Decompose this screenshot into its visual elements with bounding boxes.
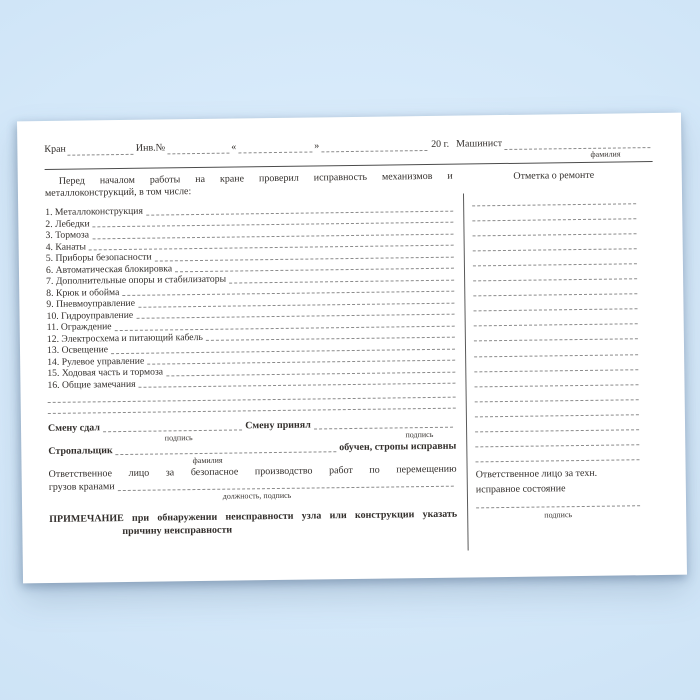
checklist-item-label: 12. Электросхема и питающий кабель (46, 331, 203, 345)
note-section (49, 508, 457, 539)
checklist-item-label: 11. Ограждение (46, 321, 112, 333)
responsible-person-line-1: Ответственное лицо за безопасное производство работ по перемещению (48, 463, 457, 480)
checklist-item-label: 9. Пневмоуправление (46, 297, 136, 310)
repair-ruled-lines (472, 189, 640, 462)
checklist-item-label: 10. Гидроуправление (46, 309, 134, 322)
slinger-label: Стропальщик (48, 445, 113, 457)
crane-blank-line (68, 144, 134, 156)
tech-responsible-line-2: исправное состояние (475, 483, 566, 496)
checklist-item-label: 7. Дополнительные опоры и стабилизаторы (46, 273, 227, 287)
surname-caption: фамилия (192, 455, 223, 466)
surname-caption: фамилия (590, 149, 621, 159)
checklist-item-label: 6. Автоматическая блокировка (45, 262, 173, 276)
intro-line-1: Перед началом работы на кране проверил исправность механизмов и (58, 170, 453, 187)
checklist (45, 202, 456, 414)
month-blank-line (321, 140, 427, 152)
date-quote-close: » (314, 140, 320, 152)
tech-responsible-block (476, 465, 640, 497)
checklist-item-label: 2. Лебедки (45, 217, 90, 230)
form-header (44, 135, 652, 170)
shift-accepted-label: Смену принял (245, 419, 311, 432)
crane-shift-form-sheet (17, 113, 687, 584)
checklist-column (45, 171, 458, 539)
intro-paragraph (45, 171, 453, 200)
tech-signature-blank (476, 495, 640, 508)
note-line-2: причину неисправности (122, 524, 233, 538)
shift-handover-section (48, 417, 457, 504)
year-label: 20 г. (431, 138, 450, 150)
crane-field-label: Кран (44, 143, 66, 156)
column-divider (463, 194, 469, 551)
operator-field-label: Машинист (456, 138, 503, 150)
tech-signature-caption: подпись (544, 509, 573, 520)
signature-caption: подпись (164, 433, 193, 443)
ruled-line (475, 445, 639, 462)
checklist-item-label: 14. Рулевое управление (47, 355, 145, 368)
shift-handed-label: Смену сдал (47, 422, 101, 434)
operator-blank-line (504, 137, 650, 150)
note-line-1: ПРИМЕЧАНИЕ при обнаружении неисправности узла или конструкции указать (49, 508, 458, 525)
loads-by-cranes-label: грузов кранами (48, 481, 115, 493)
checklist-item-label: 5. Приборы безопасности (45, 251, 152, 264)
date-quote-open: « (231, 141, 237, 153)
date-blank-line (238, 142, 312, 154)
checklist-item-label: 15. Ходовая часть и тормоза (47, 366, 164, 379)
checklist-item-label: 4. Канаты (45, 240, 87, 253)
inventory-field-label: Инв.№ (135, 142, 166, 154)
tech-responsible-line-1: Ответственное лицо за техн. (475, 467, 598, 481)
intro-line-2: металлоконструкций, в том числе: (44, 186, 192, 200)
checklist-item-label: 3. Тормоза (45, 229, 90, 242)
checklist-item-label: 1. Металлоконструкция (45, 205, 143, 219)
signature-caption: подпись (405, 429, 434, 440)
checklist-item-label: 8. Крюк и обойма (46, 286, 120, 299)
inventory-blank-line (167, 143, 229, 155)
slinger-note: обучен, стропы исправны (339, 440, 457, 454)
position-signature-caption: должность, подпись (222, 490, 292, 501)
repair-column-title: Отметка о ремонте (513, 169, 595, 182)
repair-column (472, 168, 641, 521)
checklist-item-label: 13. Освещение (46, 344, 109, 356)
checklist-item-label: 16. Общие замечания (47, 378, 136, 391)
